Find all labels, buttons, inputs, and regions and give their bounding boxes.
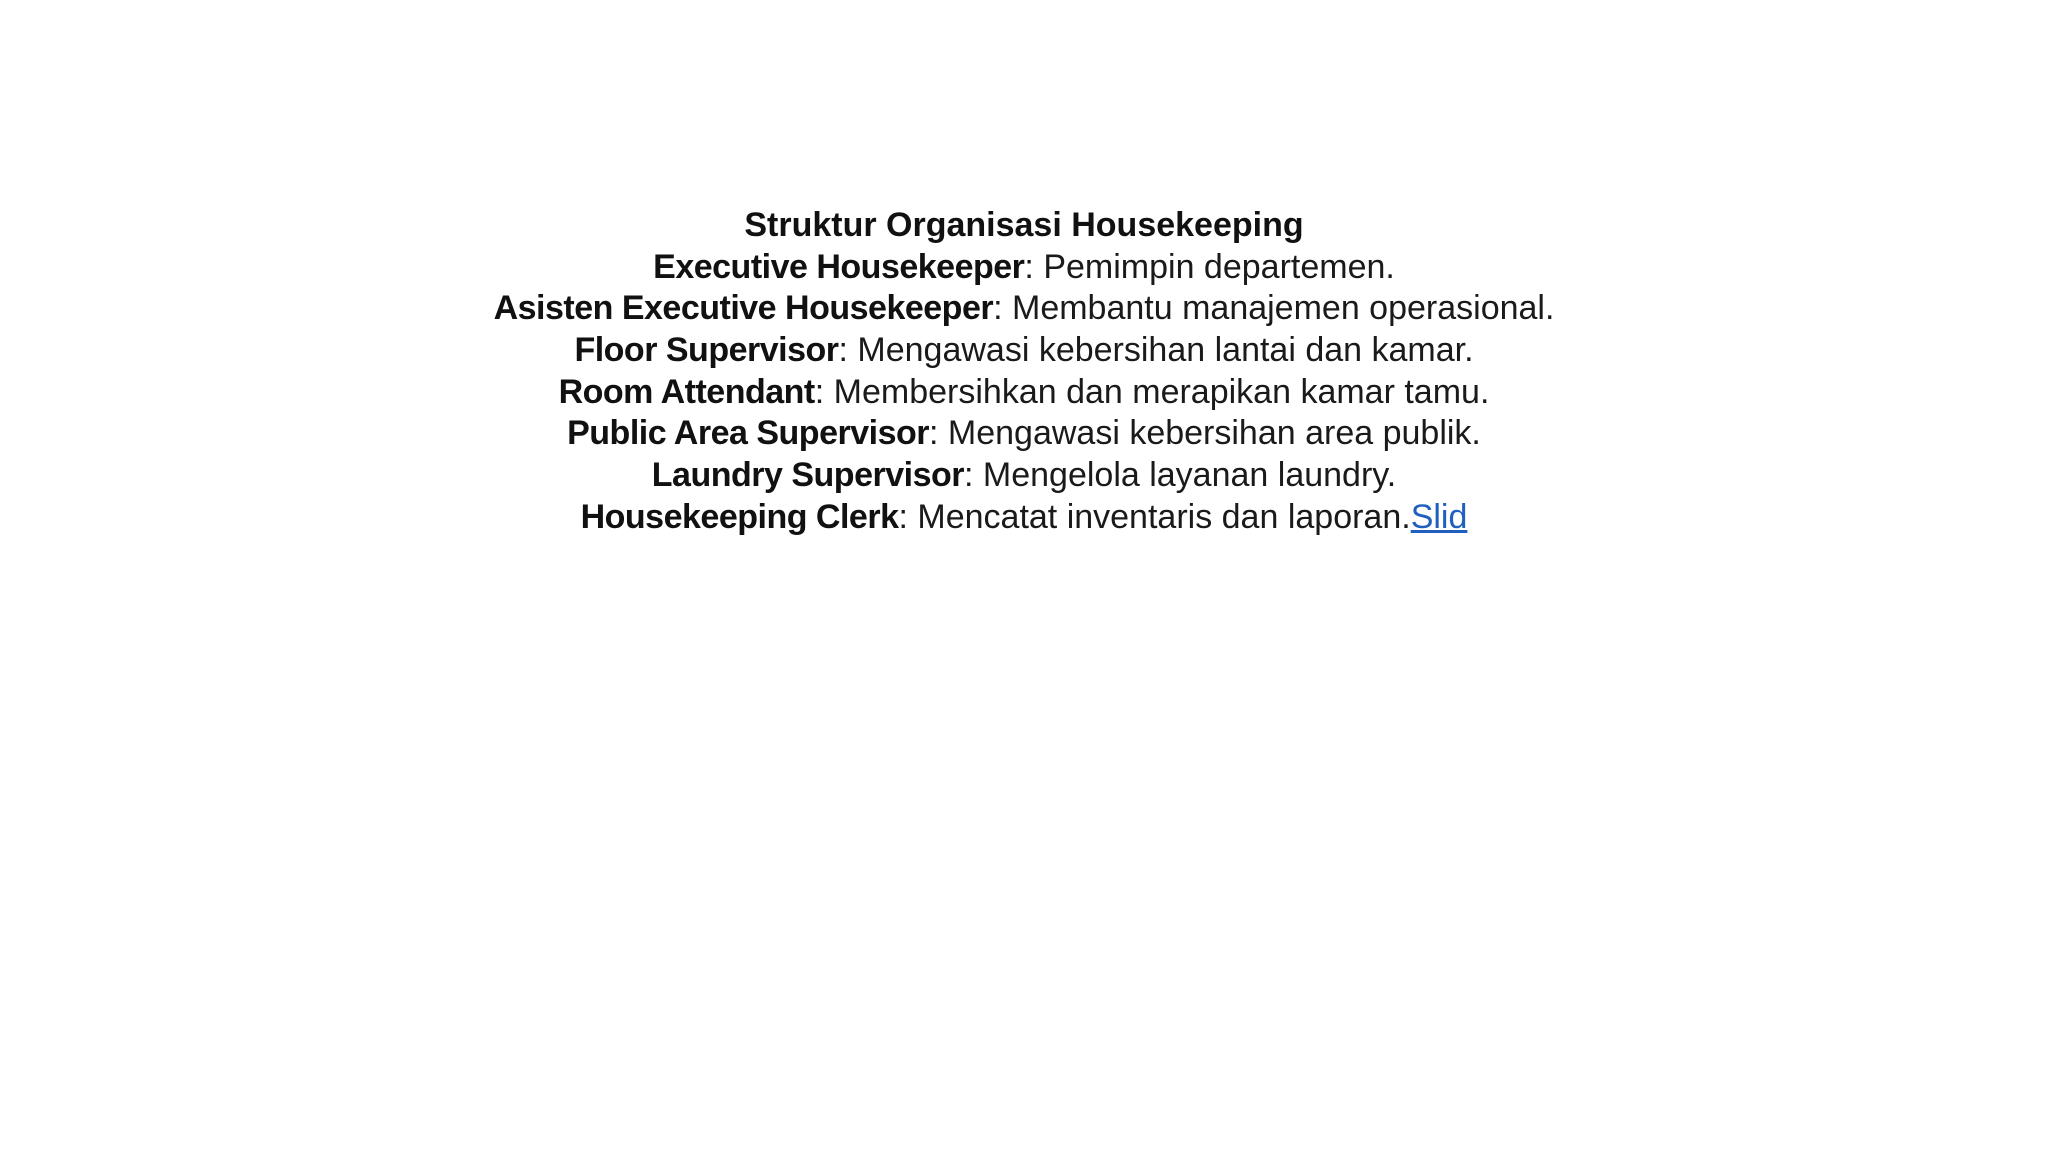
role-label: Floor Supervisor [574,331,839,370]
list-item [0,497,2048,539]
role-description: Membersihkan dan merapikan kamar tamu. [833,372,1490,411]
list-item [0,288,2048,330]
role-label: Public Area Supervisor [567,414,929,453]
separator: : [963,456,983,495]
separator: : [993,289,1012,328]
separator: : [1024,247,1044,286]
list-item [0,372,2048,414]
role-label: Laundry Supervisor [651,456,964,495]
role-description: Mengawasi kebersihan area publik. [947,414,1481,453]
separator: : [928,414,948,453]
role-label: Executive Housekeeper [653,247,1025,286]
role-description: Mencatat inventaris dan laporan. [917,497,1411,536]
role-description: Membantu manajemen operasional. [1012,289,1555,328]
role-label: Room Attendant [558,372,815,411]
role-label: Asisten Executive Housekeeper [493,289,994,328]
list-item [0,455,2048,497]
role-description: Pemimpin departemen. [1043,247,1395,286]
list-item [0,330,2048,372]
list-item [0,413,2048,455]
slide-link[interactable]: Slid [1410,497,1468,536]
role-label: Housekeeping Clerk [580,497,899,536]
role-description: Mengawasi kebersihan lantai dan kamar. [857,331,1474,370]
slide-title: Struktur Organisasi Housekeeping [744,206,1304,244]
separator: : [838,331,858,370]
separator: : [898,497,918,536]
separator: : [814,372,834,411]
slide-content [0,205,2048,539]
list-item [0,247,2048,289]
role-description: Mengelola layanan laundry. [982,456,1397,495]
